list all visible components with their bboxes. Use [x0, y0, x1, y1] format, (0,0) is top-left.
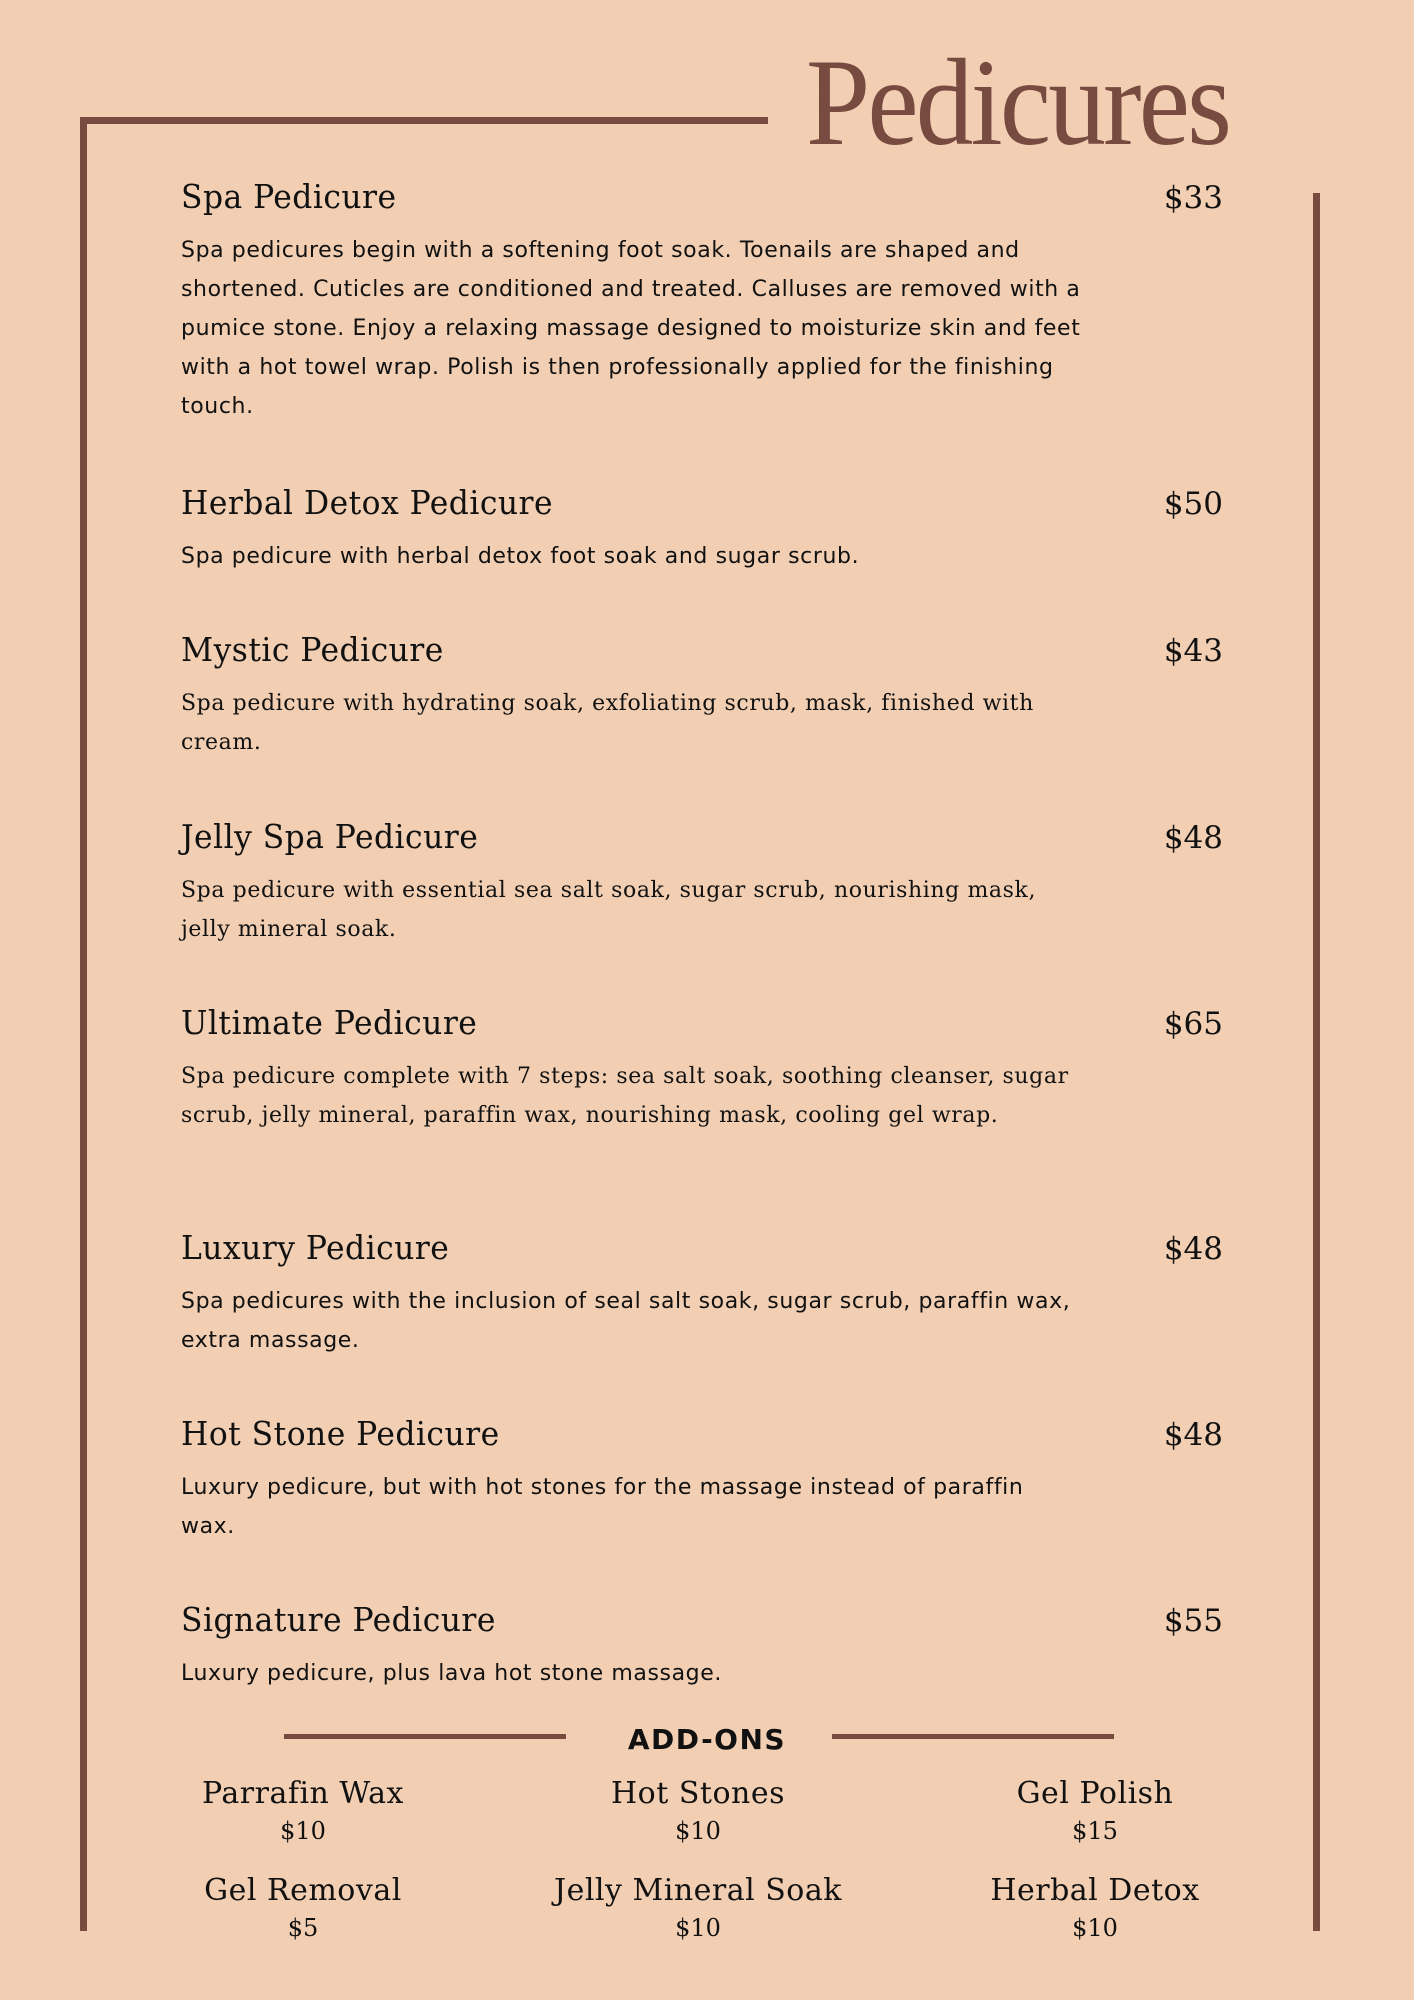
frame-top-border — [80, 117, 768, 124]
addon-item — [113, 1775, 493, 1849]
service-item — [181, 628, 1223, 762]
service-item — [181, 1598, 1223, 1693]
service-description: Spa pedicure with essential sea salt soak, sugar scrub, nourishing mask, jelly mineral soak. — [181, 878, 1037, 942]
service-item — [181, 815, 1223, 949]
service-item — [181, 481, 1223, 576]
service-price: $43 — [1163, 633, 1223, 669]
service-item — [181, 1226, 1223, 1360]
addon-item — [905, 1872, 1285, 1946]
service-description: Spa pedicure complete with 7 steps: sea salt soak, soothing cleanser, sugar scrub, jelly mineral, paraffin wax, nourishing mask, cooling gel wrap. — [181, 1064, 1069, 1128]
frame-right-border — [1313, 193, 1320, 1931]
service-description: Spa pedicure with hydrating soak, exfoliating scrub, mask, finished with cream. — [181, 691, 1034, 755]
service-name: Signature Pedicure — [181, 1600, 496, 1639]
service-price: $48 — [1163, 1231, 1223, 1267]
service-price: $65 — [1163, 1006, 1223, 1042]
addon-price: $15 — [1072, 1817, 1118, 1845]
addon-name: Herbal Detox — [990, 1873, 1200, 1908]
service-name: Jelly Spa Pedicure — [181, 817, 479, 856]
service-price: $33 — [1163, 180, 1223, 216]
addon-item — [508, 1775, 888, 1849]
service-description: Luxury pedicure, but with hot stones for the massage instead of paraffin wax. — [181, 1475, 1024, 1539]
service-item — [181, 1412, 1223, 1546]
service-price: $55 — [1163, 1603, 1223, 1639]
addons-divider-left — [284, 1734, 566, 1739]
service-item — [181, 1001, 1223, 1135]
service-price: $48 — [1163, 820, 1223, 856]
service-name: Luxury Pedicure — [181, 1228, 450, 1267]
addon-name: Gel Removal — [204, 1873, 402, 1908]
service-price: $50 — [1163, 486, 1223, 522]
service-item — [181, 175, 1223, 426]
service-description: Luxury pedicure, plus lava hot stone massage. — [181, 1661, 722, 1686]
service-description: Spa pedicures with the inclusion of seal salt soak, sugar scrub, paraffin wax, extra massage. — [181, 1289, 1071, 1353]
service-name: Mystic Pedicure — [181, 630, 444, 669]
addon-item — [113, 1872, 493, 1946]
addon-price: $10 — [675, 1914, 721, 1942]
addon-price: $5 — [287, 1914, 319, 1942]
addon-price: $10 — [675, 1817, 721, 1845]
addon-name: Parrafin Wax — [202, 1776, 404, 1811]
service-name: Spa Pedicure — [181, 177, 397, 216]
service-description: Spa pedicures begin with a softening foot soak. Toenails are shaped and shortened. Cuticles are conditioned and treated. Calluses are removed with a pumice stone. Enjoy a relaxing massage designed to moisturize skin and feet with a hot towel wrap. Polish is then professionally applied for the finishing touch. — [181, 238, 1081, 419]
addon-name: Gel Polish — [1016, 1776, 1174, 1811]
addon-price: $10 — [280, 1817, 326, 1845]
service-price: $48 — [1163, 1417, 1223, 1453]
addon-item — [905, 1775, 1285, 1849]
addons-divider-right — [832, 1734, 1114, 1739]
service-name: Hot Stone Pedicure — [181, 1414, 500, 1453]
service-description: Spa pedicure with herbal detox foot soak and sugar scrub. — [181, 544, 860, 569]
addon-price: $10 — [1072, 1914, 1118, 1942]
addon-name: Jelly Mineral Soak — [554, 1873, 842, 1908]
service-name: Ultimate Pedicure — [181, 1003, 478, 1042]
service-name: Herbal Detox Pedicure — [181, 483, 554, 522]
addon-item — [508, 1872, 888, 1946]
addon-name: Hot Stones — [611, 1776, 785, 1811]
page-title: Pedicures — [806, 34, 1230, 171]
frame-left-border — [80, 117, 87, 1931]
addons-heading: ADD-ONS — [627, 1723, 787, 1756]
